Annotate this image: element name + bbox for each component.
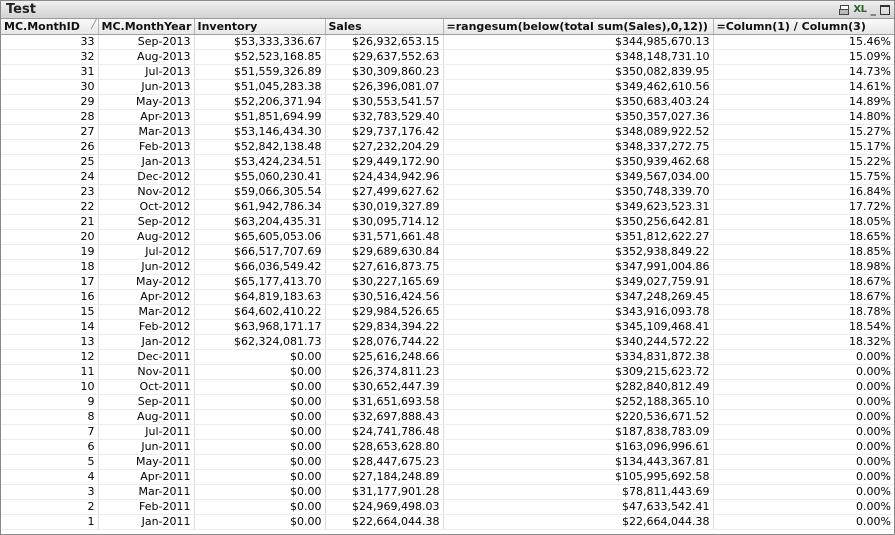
column-header[interactable]: =rangesum(below(total sum(Sales),0,12)) (443, 19, 713, 35)
rolling-sum-cell[interactable]: $349,027,759.91 (443, 275, 713, 290)
month-year-cell[interactable]: Dec-2011 (98, 350, 194, 365)
month-year-cell[interactable]: Jul-2013 (98, 65, 194, 80)
sales-cell[interactable]: $29,449,172.90 (325, 155, 443, 170)
month-id-cell[interactable]: 6 (1, 440, 98, 455)
sales-cell[interactable]: $27,616,873.75 (325, 260, 443, 275)
rolling-sum-cell[interactable]: $47,633,542.41 (443, 500, 713, 515)
month-id-cell[interactable]: 32 (1, 50, 98, 65)
ratio-cell[interactable]: 0.00% (713, 485, 894, 500)
month-id-cell[interactable]: 5 (1, 455, 98, 470)
ratio-cell[interactable]: 18.05% (713, 215, 894, 230)
sales-cell[interactable]: $28,447,675.23 (325, 455, 443, 470)
column-header[interactable]: =Column(1) / Column(3) (713, 19, 894, 35)
inventory-cell[interactable]: $64,819,183.63 (194, 290, 325, 305)
sales-cell[interactable]: $31,177,901.28 (325, 485, 443, 500)
month-id-cell[interactable]: 17 (1, 275, 98, 290)
inventory-cell[interactable]: $53,333,336.67 (194, 35, 325, 50)
table-row[interactable] (1, 425, 894, 440)
month-id-cell[interactable]: 27 (1, 125, 98, 140)
inventory-cell[interactable]: $51,851,694.99 (194, 110, 325, 125)
month-year-cell[interactable]: May-2012 (98, 275, 194, 290)
rolling-sum-cell[interactable]: $220,536,671.52 (443, 410, 713, 425)
month-year-cell[interactable]: Sep-2012 (98, 215, 194, 230)
inventory-cell[interactable]: $53,146,434.30 (194, 125, 325, 140)
rolling-sum-cell[interactable]: $347,248,269.45 (443, 290, 713, 305)
rolling-sum-cell[interactable]: $348,148,731.10 (443, 50, 713, 65)
inventory-cell[interactable]: $0.00 (194, 365, 325, 380)
month-id-cell[interactable]: 28 (1, 110, 98, 125)
inventory-cell[interactable]: $0.00 (194, 395, 325, 410)
rolling-sum-cell[interactable]: $350,748,339.70 (443, 185, 713, 200)
inventory-cell[interactable]: $51,045,283.38 (194, 80, 325, 95)
column-header[interactable]: MC.MonthYear (98, 19, 194, 35)
sales-cell[interactable]: $27,184,248.89 (325, 470, 443, 485)
column-header[interactable]: Inventory (194, 19, 325, 35)
rolling-sum-cell[interactable]: $350,939,462.68 (443, 155, 713, 170)
rolling-sum-cell[interactable]: $163,096,996.61 (443, 440, 713, 455)
ratio-cell[interactable]: 0.00% (713, 380, 894, 395)
ratio-cell[interactable]: 17.72% (713, 200, 894, 215)
table-row[interactable] (1, 275, 894, 290)
ratio-cell[interactable]: 18.78% (713, 305, 894, 320)
rolling-sum-cell[interactable]: $78,811,443.69 (443, 485, 713, 500)
ratio-cell[interactable]: 0.00% (713, 395, 894, 410)
month-year-cell[interactable]: Oct-2012 (98, 200, 194, 215)
sales-cell[interactable]: $27,499,627.62 (325, 185, 443, 200)
sales-cell[interactable]: $29,984,526.65 (325, 305, 443, 320)
ratio-cell[interactable]: 0.00% (713, 410, 894, 425)
month-year-cell[interactable]: Apr-2011 (98, 470, 194, 485)
ratio-cell[interactable]: 0.00% (713, 500, 894, 515)
table-row[interactable] (1, 470, 894, 485)
sales-cell[interactable]: $24,969,498.03 (325, 500, 443, 515)
month-year-cell[interactable]: Jul-2011 (98, 425, 194, 440)
ratio-cell[interactable]: 0.00% (713, 455, 894, 470)
rolling-sum-cell[interactable]: $309,215,623.72 (443, 365, 713, 380)
inventory-cell[interactable]: $66,036,549.42 (194, 260, 325, 275)
table-row[interactable] (1, 185, 894, 200)
month-id-cell[interactable]: 21 (1, 215, 98, 230)
ratio-cell[interactable]: 15.17% (713, 140, 894, 155)
month-year-cell[interactable]: Mar-2012 (98, 305, 194, 320)
sales-cell[interactable]: $22,664,044.38 (325, 515, 443, 530)
ratio-cell[interactable]: 0.00% (713, 365, 894, 380)
inventory-cell[interactable]: $0.00 (194, 350, 325, 365)
month-year-cell[interactable]: Jun-2013 (98, 80, 194, 95)
ratio-cell[interactable]: 18.65% (713, 230, 894, 245)
ratio-cell[interactable]: 15.22% (713, 155, 894, 170)
inventory-cell[interactable]: $52,523,168.85 (194, 50, 325, 65)
month-year-cell[interactable]: Mar-2011 (98, 485, 194, 500)
table-row[interactable] (1, 50, 894, 65)
sales-cell[interactable]: $29,737,176.42 (325, 125, 443, 140)
month-id-cell[interactable]: 18 (1, 260, 98, 275)
month-year-cell[interactable]: May-2013 (98, 95, 194, 110)
rolling-sum-cell[interactable]: $344,985,670.13 (443, 35, 713, 50)
month-id-cell[interactable]: 29 (1, 95, 98, 110)
ratio-cell[interactable]: 0.00% (713, 440, 894, 455)
rolling-sum-cell[interactable]: $345,109,468.41 (443, 320, 713, 335)
rolling-sum-cell[interactable]: $350,082,839.95 (443, 65, 713, 80)
sales-cell[interactable]: $28,653,628.80 (325, 440, 443, 455)
ratio-cell[interactable]: 15.27% (713, 125, 894, 140)
inventory-cell[interactable]: $0.00 (194, 470, 325, 485)
month-id-cell[interactable]: 16 (1, 290, 98, 305)
month-id-cell[interactable]: 8 (1, 410, 98, 425)
table-row[interactable] (1, 260, 894, 275)
ratio-cell[interactable]: 14.61% (713, 80, 894, 95)
month-year-cell[interactable]: Apr-2013 (98, 110, 194, 125)
month-id-cell[interactable]: 20 (1, 230, 98, 245)
inventory-cell[interactable]: $0.00 (194, 455, 325, 470)
table-row[interactable] (1, 335, 894, 350)
table-row[interactable] (1, 350, 894, 365)
table-row[interactable] (1, 410, 894, 425)
ratio-cell[interactable]: 16.84% (713, 185, 894, 200)
month-year-cell[interactable]: Nov-2011 (98, 365, 194, 380)
sales-cell[interactable]: $29,637,552.63 (325, 50, 443, 65)
maximize-icon[interactable] (880, 5, 890, 15)
sales-cell[interactable]: $32,783,529.40 (325, 110, 443, 125)
table-row[interactable] (1, 455, 894, 470)
data-table (1, 19, 894, 530)
month-year-cell[interactable]: Jul-2012 (98, 245, 194, 260)
month-id-cell[interactable]: 1 (1, 515, 98, 530)
rolling-sum-cell[interactable]: $352,938,849.22 (443, 245, 713, 260)
month-id-cell[interactable]: 12 (1, 350, 98, 365)
sales-cell[interactable]: $31,651,693.58 (325, 395, 443, 410)
table-row[interactable] (1, 35, 894, 50)
table-row[interactable] (1, 65, 894, 80)
inventory-cell[interactable]: $64,602,410.22 (194, 305, 325, 320)
ratio-cell[interactable]: 0.00% (713, 350, 894, 365)
inventory-cell[interactable]: $65,605,053.06 (194, 230, 325, 245)
minimize-icon[interactable]: _ (870, 3, 876, 16)
sales-cell[interactable]: $28,076,744.22 (325, 335, 443, 350)
month-year-cell[interactable]: Aug-2011 (98, 410, 194, 425)
month-id-cell[interactable]: 10 (1, 380, 98, 395)
month-id-cell[interactable]: 7 (1, 425, 98, 440)
ratio-cell[interactable]: 18.67% (713, 275, 894, 290)
sales-cell[interactable]: $30,553,541.57 (325, 95, 443, 110)
ratio-cell[interactable]: 15.09% (713, 50, 894, 65)
inventory-cell[interactable]: $65,177,413.70 (194, 275, 325, 290)
rolling-sum-cell[interactable]: $351,812,622.27 (443, 230, 713, 245)
sales-cell[interactable]: $30,095,714.12 (325, 215, 443, 230)
sales-cell[interactable]: $26,396,081.07 (325, 80, 443, 95)
sales-cell[interactable]: $30,309,860.23 (325, 65, 443, 80)
rolling-sum-cell[interactable]: $347,991,004.86 (443, 260, 713, 275)
ratio-cell[interactable]: 14.80% (713, 110, 894, 125)
month-year-cell[interactable]: Dec-2012 (98, 170, 194, 185)
sales-cell[interactable]: $30,019,327.89 (325, 200, 443, 215)
month-id-cell[interactable]: 26 (1, 140, 98, 155)
sort-indicator-icon: ╱ (91, 20, 97, 30)
table-row[interactable] (1, 395, 894, 410)
month-id-cell[interactable]: 31 (1, 65, 98, 80)
rolling-sum-cell[interactable]: $350,256,642.81 (443, 215, 713, 230)
ratio-cell[interactable]: 18.67% (713, 290, 894, 305)
rolling-sum-cell[interactable]: $350,683,403.24 (443, 95, 713, 110)
month-id-cell[interactable]: 3 (1, 485, 98, 500)
inventory-cell[interactable]: $63,204,435.31 (194, 215, 325, 230)
table-row[interactable] (1, 170, 894, 185)
inventory-cell[interactable]: $59,066,305.54 (194, 185, 325, 200)
month-id-cell[interactable]: 23 (1, 185, 98, 200)
rolling-sum-cell[interactable]: $348,089,922.52 (443, 125, 713, 140)
inventory-cell[interactable]: $66,517,707.69 (194, 245, 325, 260)
month-year-cell[interactable]: Nov-2012 (98, 185, 194, 200)
sales-cell[interactable]: $26,932,653.15 (325, 35, 443, 50)
table-row[interactable] (1, 125, 894, 140)
inventory-cell[interactable]: $0.00 (194, 425, 325, 440)
rolling-sum-cell[interactable]: $343,916,093.78 (443, 305, 713, 320)
month-year-cell[interactable]: May-2011 (98, 455, 194, 470)
month-year-cell[interactable]: Aug-2013 (98, 50, 194, 65)
rolling-sum-cell[interactable]: $349,567,034.00 (443, 170, 713, 185)
sales-cell[interactable]: $24,741,786.48 (325, 425, 443, 440)
month-id-cell[interactable]: 9 (1, 395, 98, 410)
sales-cell[interactable]: $30,227,165.69 (325, 275, 443, 290)
inventory-cell[interactable]: $61,942,786.34 (194, 200, 325, 215)
month-year-cell[interactable]: Jan-2012 (98, 335, 194, 350)
sales-cell[interactable]: $30,516,424.56 (325, 290, 443, 305)
table-row[interactable] (1, 485, 894, 500)
rolling-sum-cell[interactable]: $348,337,272.75 (443, 140, 713, 155)
send-to-excel-icon[interactable]: XL (853, 4, 867, 15)
inventory-cell[interactable]: $55,060,230.41 (194, 170, 325, 185)
month-id-cell[interactable]: 11 (1, 365, 98, 380)
month-id-cell[interactable]: 14 (1, 320, 98, 335)
table-row[interactable] (1, 200, 894, 215)
table-row[interactable] (1, 305, 894, 320)
ratio-cell[interactable]: 0.00% (713, 470, 894, 485)
rolling-sum-cell[interactable]: $340,244,572.22 (443, 335, 713, 350)
table-row[interactable] (1, 365, 894, 380)
ratio-cell[interactable]: 18.85% (713, 245, 894, 260)
inventory-cell[interactable]: $52,842,138.48 (194, 140, 325, 155)
month-year-cell[interactable]: Jan-2011 (98, 515, 194, 530)
month-year-cell[interactable]: Jun-2011 (98, 440, 194, 455)
sales-cell[interactable]: $31,571,661.48 (325, 230, 443, 245)
table-row[interactable] (1, 515, 894, 530)
month-year-cell[interactable]: Apr-2012 (98, 290, 194, 305)
rolling-sum-cell[interactable]: $349,623,523.31 (443, 200, 713, 215)
month-id-cell[interactable]: 19 (1, 245, 98, 260)
caption-tools (839, 2, 890, 17)
rolling-sum-cell[interactable]: $252,188,365.10 (443, 395, 713, 410)
caption-bar[interactable] (1, 1, 894, 19)
month-id-cell[interactable]: 30 (1, 80, 98, 95)
month-year-cell[interactable]: Jun-2012 (98, 260, 194, 275)
table-row[interactable] (1, 440, 894, 455)
rolling-sum-cell[interactable]: $22,664,044.38 (443, 515, 713, 530)
sales-cell[interactable]: $30,652,447.39 (325, 380, 443, 395)
sales-cell[interactable]: $32,697,888.43 (325, 410, 443, 425)
inventory-cell[interactable]: $0.00 (194, 410, 325, 425)
month-id-cell[interactable]: 22 (1, 200, 98, 215)
month-id-cell[interactable]: 24 (1, 170, 98, 185)
table-row[interactable] (1, 380, 894, 395)
window-title: Test (6, 2, 36, 17)
table-row[interactable] (1, 110, 894, 125)
ratio-cell[interactable]: 15.46% (713, 35, 894, 50)
table-row[interactable] (1, 500, 894, 515)
ratio-cell[interactable]: 18.32% (713, 335, 894, 350)
month-year-cell[interactable]: Feb-2012 (98, 320, 194, 335)
month-id-cell[interactable]: 2 (1, 500, 98, 515)
ratio-cell[interactable]: 14.89% (713, 95, 894, 110)
table-row[interactable] (1, 80, 894, 95)
table-row[interactable] (1, 230, 894, 245)
inventory-cell[interactable]: $53,424,234.51 (194, 155, 325, 170)
table-row[interactable] (1, 320, 894, 335)
inventory-cell[interactable]: $0.00 (194, 515, 325, 530)
header-row (1, 19, 894, 35)
rolling-sum-cell[interactable]: $187,838,783.09 (443, 425, 713, 440)
ratio-cell[interactable]: 18.54% (713, 320, 894, 335)
ratio-cell[interactable]: 18.98% (713, 260, 894, 275)
inventory-cell[interactable]: $63,968,171.17 (194, 320, 325, 335)
month-id-cell[interactable]: 25 (1, 155, 98, 170)
month-year-cell[interactable]: Jan-2013 (98, 155, 194, 170)
month-id-cell[interactable]: 33 (1, 35, 98, 50)
ratio-cell[interactable]: 0.00% (713, 425, 894, 440)
rolling-sum-cell[interactable]: $334,831,872.38 (443, 350, 713, 365)
column-header[interactable]: Sales (325, 19, 443, 35)
column-header-label: MC.MonthID (4, 20, 80, 33)
sales-cell[interactable]: $25,616,248.66 (325, 350, 443, 365)
sales-cell[interactable]: $29,689,630.84 (325, 245, 443, 260)
month-year-cell[interactable]: Oct-2011 (98, 380, 194, 395)
inventory-cell[interactable]: $52,206,371.94 (194, 95, 325, 110)
table-row[interactable] (1, 290, 894, 305)
column-header[interactable] (1, 19, 98, 35)
inventory-cell[interactable]: $0.00 (194, 440, 325, 455)
month-id-cell[interactable]: 13 (1, 335, 98, 350)
month-id-cell[interactable]: 15 (1, 305, 98, 320)
inventory-cell[interactable]: $0.00 (194, 485, 325, 500)
sales-cell[interactable]: $24,434,942.96 (325, 170, 443, 185)
month-year-cell[interactable]: Sep-2011 (98, 395, 194, 410)
rolling-sum-cell[interactable]: $282,840,812.49 (443, 380, 713, 395)
month-year-cell[interactable]: Feb-2011 (98, 500, 194, 515)
table-row[interactable] (1, 95, 894, 110)
ratio-cell[interactable]: 15.75% (713, 170, 894, 185)
inventory-cell[interactable]: $51,559,326.89 (194, 65, 325, 80)
rolling-sum-cell[interactable]: $349,462,610.56 (443, 80, 713, 95)
table-row[interactable] (1, 140, 894, 155)
table-row[interactable] (1, 215, 894, 230)
print-icon[interactable] (839, 5, 849, 15)
inventory-cell[interactable]: $0.00 (194, 380, 325, 395)
month-year-cell[interactable]: Sep-2013 (98, 35, 194, 50)
table-row[interactable] (1, 245, 894, 260)
month-year-cell[interactable]: Mar-2013 (98, 125, 194, 140)
ratio-cell[interactable]: 0.00% (713, 515, 894, 530)
inventory-cell[interactable]: $0.00 (194, 500, 325, 515)
sales-cell[interactable]: $26,374,811.23 (325, 365, 443, 380)
table-row[interactable] (1, 155, 894, 170)
rolling-sum-cell[interactable]: $105,995,692.58 (443, 470, 713, 485)
inventory-cell[interactable]: $62,324,081.73 (194, 335, 325, 350)
sales-cell[interactable]: $27,232,204.29 (325, 140, 443, 155)
rolling-sum-cell[interactable]: $134,443,367.81 (443, 455, 713, 470)
ratio-cell[interactable]: 14.73% (713, 65, 894, 80)
sales-cell[interactable]: $29,834,394.22 (325, 320, 443, 335)
month-year-cell[interactable]: Feb-2013 (98, 140, 194, 155)
rolling-sum-cell[interactable]: $350,357,027.36 (443, 110, 713, 125)
month-year-cell[interactable]: Aug-2012 (98, 230, 194, 245)
month-id-cell[interactable]: 4 (1, 470, 98, 485)
